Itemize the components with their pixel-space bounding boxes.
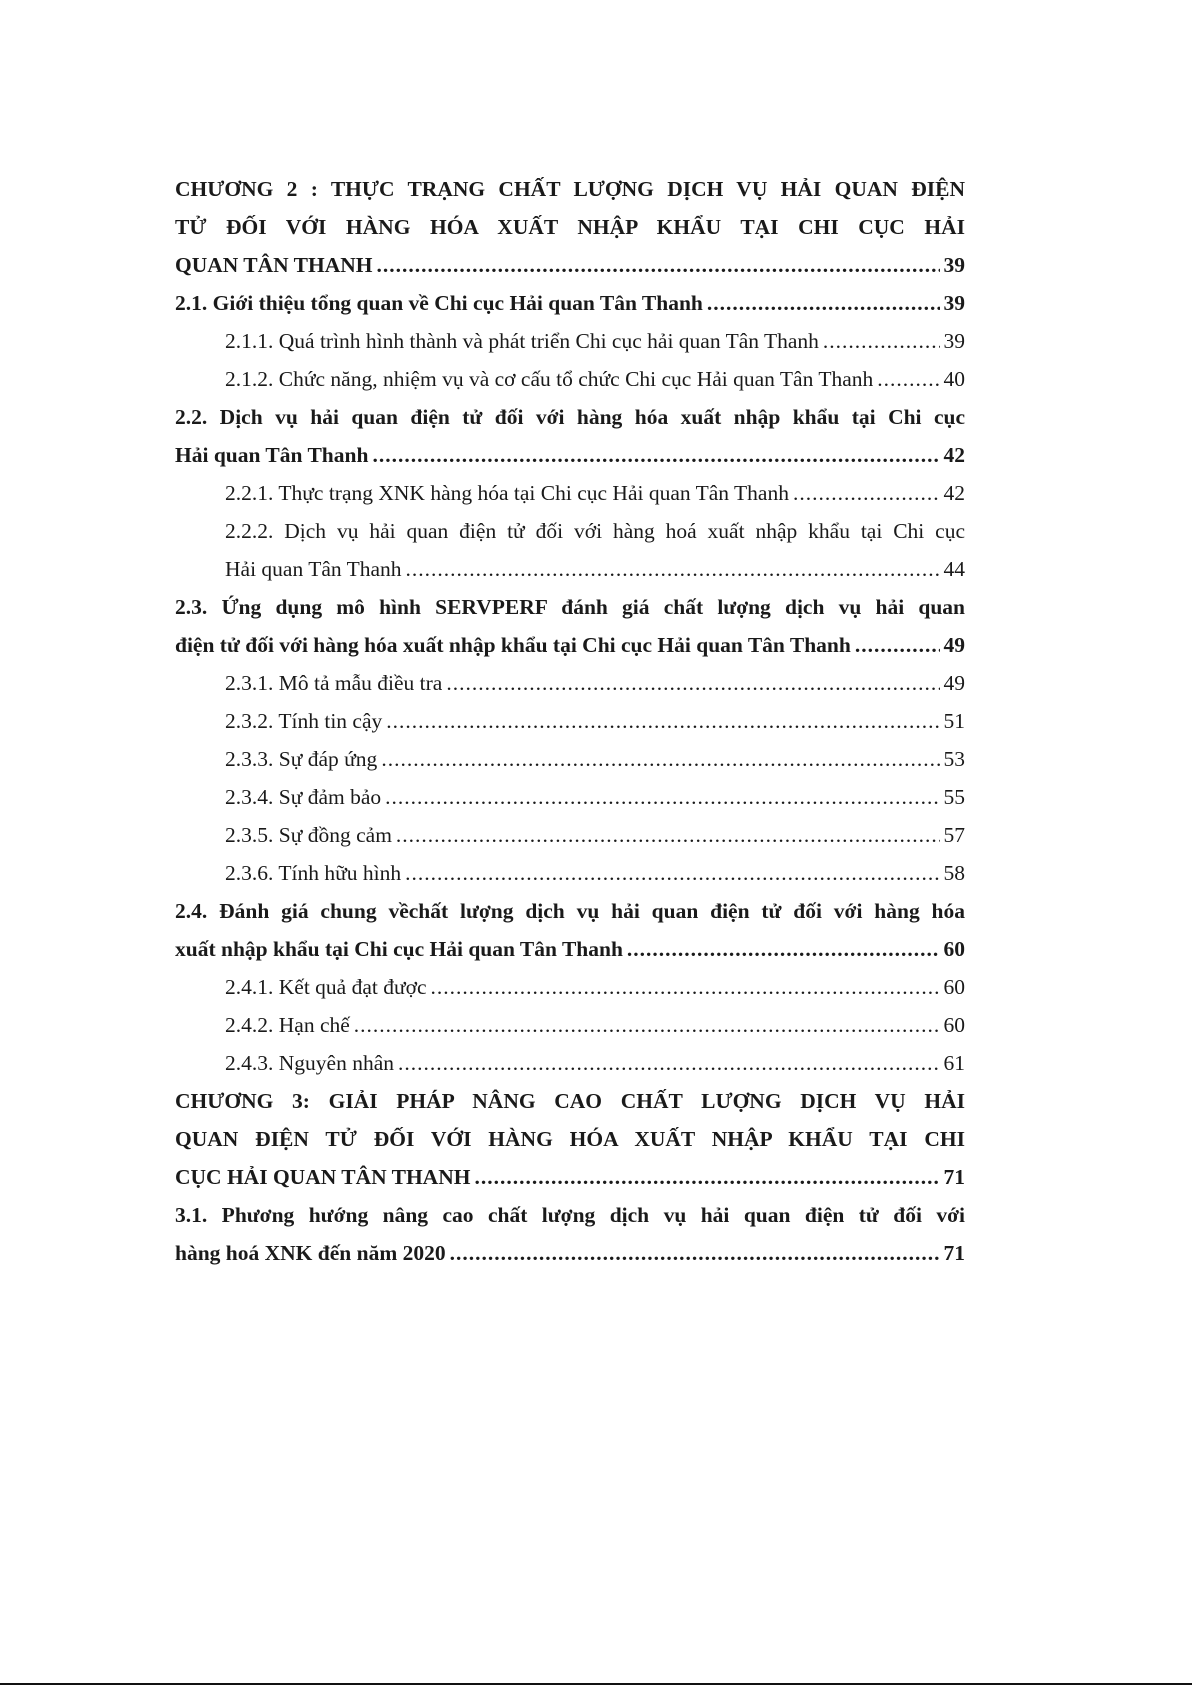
toc-heading-entry[interactable] [175, 398, 965, 474]
dot-leader [405, 854, 939, 892]
toc-subentry[interactable] [175, 740, 965, 778]
toc-page-number: 71 [943, 1241, 965, 1265]
dot-leader [398, 1044, 940, 1082]
toc-heading-entry[interactable] [175, 1196, 965, 1272]
dot-leader [877, 360, 939, 398]
dot-leader [823, 322, 940, 360]
toc-subentry[interactable] [175, 664, 965, 702]
toc-entry-title: CỤC HẢI QUAN TÂN THANH [175, 1165, 471, 1189]
toc-page-number: 39 [943, 329, 965, 353]
dot-leader [450, 1234, 940, 1272]
toc-subentry[interactable] [175, 512, 965, 588]
toc-entry-line: CHƯƠNG 2 : THỰC TRẠNG CHẤT LƯỢNG DỊCH VỤ HẢI QUAN ĐIỆN [175, 177, 965, 201]
toc-entry-title: 2.1. Giới thiệu tổng quan về Chi cục Hải quan Tân Thanh [175, 291, 703, 315]
dot-leader [381, 740, 939, 778]
toc-heading-entry[interactable] [175, 588, 965, 664]
toc-subentry[interactable] [175, 474, 965, 512]
toc-entry-title: điện tử đối với hàng hóa xuất nhập khẩu tại Chi cục Hải quan Tân Thanh [175, 633, 851, 657]
toc-page-number: 58 [943, 861, 965, 885]
toc-page-number: 57 [943, 823, 965, 847]
dot-leader [372, 436, 939, 474]
toc-page-number: 39 [943, 291, 965, 315]
toc-entry-line: 2.2. Dịch vụ hải quan điện tử đối với hàng hóa xuất nhập khẩu tại Chi cục [175, 405, 965, 429]
toc-entry-title: QUAN TÂN THANH [175, 253, 373, 277]
toc-entry-title: Hải quan Tân Thanh [225, 557, 402, 581]
toc-page-number: 49 [943, 671, 965, 695]
toc-page-number: 44 [943, 557, 965, 581]
toc-page-number: 42 [943, 443, 965, 467]
toc-page-number: 60 [943, 937, 965, 961]
toc-entry-title: 2.3.3. Sự đáp ứng [225, 747, 378, 771]
dot-leader [431, 968, 940, 1006]
toc-entry-line: TỬ ĐỐI VỚI HÀNG HÓA XUẤT NHẬP KHẨU TẠI CHI CỤC HẢI [175, 215, 965, 239]
toc-heading-entry[interactable] [175, 892, 965, 968]
toc-subentry[interactable] [175, 816, 965, 854]
toc-entry-title: 2.3.6. Tính hữu hình [225, 861, 402, 885]
toc-heading-entry[interactable] [175, 1082, 965, 1196]
toc-entry-line: CHƯƠNG 3: GIẢI PHÁP NÂNG CAO CHẤT LƯỢNG DỊCH VỤ HẢI [175, 1089, 965, 1113]
dot-leader [386, 702, 939, 740]
toc-page-number: 51 [943, 709, 965, 733]
toc-entry-line: 2.2.2. Dịch vụ hải quan điện tử đối với hàng hoá xuất nhập khẩu tại Chi cục [225, 519, 965, 543]
toc-subentry[interactable] [175, 854, 965, 892]
toc-page-number: 71 [943, 1165, 965, 1189]
toc-entry-title: 2.3.5. Sự đồng cảm [225, 823, 392, 847]
toc-subentry[interactable] [175, 1006, 965, 1044]
dot-leader [377, 246, 940, 284]
dot-leader [793, 474, 940, 512]
toc-page-number: 60 [943, 1013, 965, 1037]
toc-page-number: 39 [943, 253, 965, 277]
dot-leader [474, 1158, 939, 1196]
dot-leader [354, 1006, 940, 1044]
toc-entry-title: 2.4.3. Nguyên nhân [225, 1051, 394, 1075]
toc-subentry[interactable] [175, 360, 965, 398]
table-of-contents [175, 170, 965, 1272]
dot-leader [707, 284, 940, 322]
toc-entry-title: 2.3.4. Sự đảm bảo [225, 785, 382, 809]
toc-subentry[interactable] [175, 702, 965, 740]
toc-entry-title: 2.3.2. Tính tin cậy [225, 709, 383, 733]
toc-entry-title: hàng hoá XNK đến năm 2020 [175, 1241, 446, 1265]
dot-leader [406, 550, 940, 588]
toc-entry-line: 2.3. Ứng dụng mô hình SERVPERF đánh giá chất lượng dịch vụ hải quan [175, 595, 965, 619]
toc-page-number: 55 [943, 785, 965, 809]
toc-subentry[interactable] [175, 968, 965, 1006]
toc-entry-line: 3.1. Phương hướng nâng cao chất lượng dịch vụ hải quan điện tử đối với [175, 1203, 965, 1227]
toc-subentry[interactable] [175, 1044, 965, 1082]
toc-entry-title: 2.4.1. Kết quả đạt được [225, 975, 427, 999]
dot-leader [396, 816, 940, 854]
toc-page-number: 53 [943, 747, 965, 771]
toc-page-number: 61 [943, 1051, 965, 1075]
dot-leader [385, 778, 939, 816]
toc-heading-entry[interactable] [175, 170, 965, 284]
toc-heading-entry[interactable] [175, 284, 965, 322]
toc-entry-title: xuất nhập khẩu tại Chi cục Hải quan Tân Thanh [175, 937, 623, 961]
dot-leader [627, 930, 940, 968]
toc-entry-title: Hải quan Tân Thanh [175, 443, 369, 467]
toc-page-number: 42 [943, 481, 965, 505]
toc-entry-title: 2.4.2. Hạn chế [225, 1013, 350, 1037]
toc-entry-title: 2.2.1. Thực trạng XNK hàng hóa tại Chi cục Hải quan Tân Thanh [225, 481, 789, 505]
toc-page-number: 40 [943, 367, 965, 391]
dot-leader [855, 626, 940, 664]
toc-entry-title: 2.3.1. Mô tả mẫu điều tra [225, 671, 443, 695]
toc-entry-title: 2.1.2. Chức năng, nhiệm vụ và cơ cấu tổ chức Chi cục Hải quan Tân Thanh [225, 367, 874, 391]
toc-entry-line: QUAN ĐIỆN TỬ ĐỐI VỚI HÀNG HÓA XUẤT NHẬP KHẨU TẠI CHI [175, 1127, 965, 1151]
dot-leader [446, 664, 939, 702]
toc-subentry[interactable] [175, 322, 965, 360]
toc-page-number: 49 [943, 633, 965, 657]
toc-subentry[interactable] [175, 778, 965, 816]
toc-page-number: 60 [943, 975, 965, 999]
toc-entry-title: 2.1.1. Quá trình hình thành và phát triển Chi cục hải quan Tân Thanh [225, 329, 819, 353]
toc-entry-line: 2.4. Đánh giá chung vềchất lượng dịch vụ hải quan điện tử đối với hàng hóa [175, 899, 965, 923]
